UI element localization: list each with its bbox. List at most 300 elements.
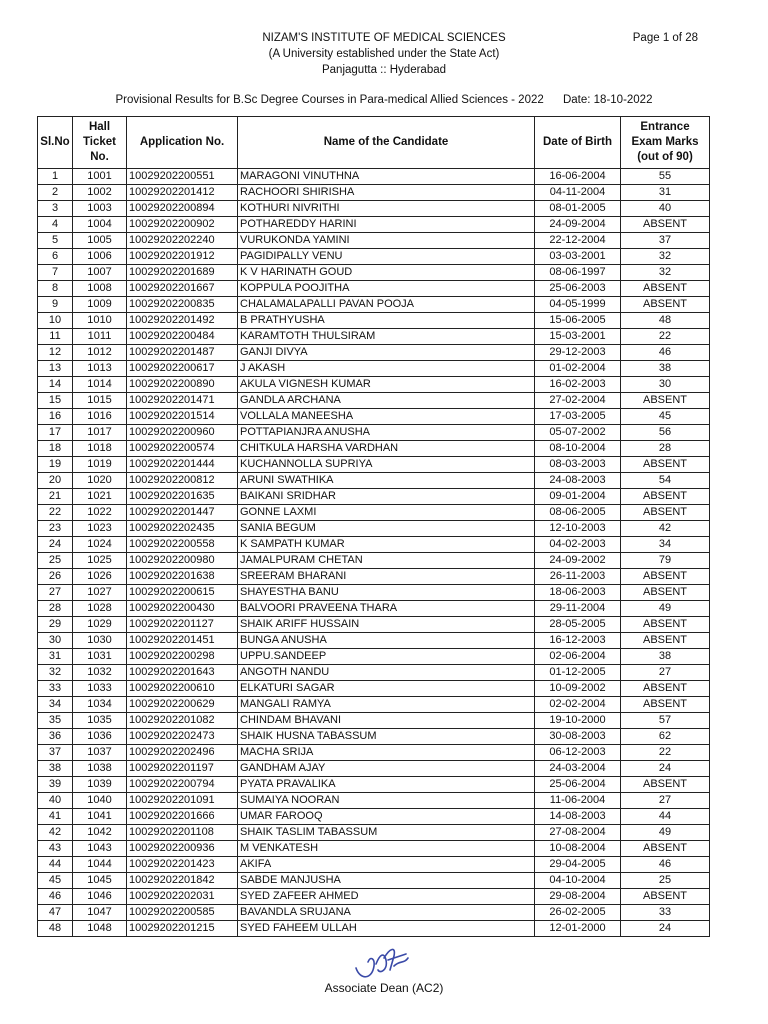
cell-marks: ABSENT [621, 841, 710, 857]
cell-dob: 08-06-2005 [535, 505, 621, 521]
cell-candidate-name: SYED FAHEEM ULLAH [238, 921, 535, 937]
table-row [38, 761, 710, 777]
cell-hall-ticket: 1041 [73, 809, 127, 825]
cell-hall-ticket: 1022 [73, 505, 127, 521]
cell-marks: 34 [621, 537, 710, 553]
cell-candidate-name: VURUKONDA YAMINI [238, 233, 535, 249]
col-header-hall-line1: Hall [88, 121, 111, 133]
cell-candidate-name: MACHA SRIJA [238, 745, 535, 761]
cell-hall-ticket: 1027 [73, 585, 127, 601]
cell-application-no: 10029202200551 [127, 169, 238, 185]
cell-hall-ticket: 1021 [73, 489, 127, 505]
cell-application-no: 10029202200430 [127, 601, 238, 617]
cell-hall-ticket: 1003 [73, 201, 127, 217]
cell-candidate-name: SHAIK ARIFF HUSSAIN [238, 617, 535, 633]
table-row [38, 713, 710, 729]
cell-candidate-name: K V HARINATH GOUD [238, 265, 535, 281]
cell-sl-no: 13 [38, 361, 73, 377]
cell-marks: ABSENT [621, 617, 710, 633]
table-row [38, 425, 710, 441]
cell-candidate-name: CHINDAM BHAVANI [238, 713, 535, 729]
cell-sl-no: 36 [38, 729, 73, 745]
cell-hall-ticket: 1013 [73, 361, 127, 377]
cell-sl-no: 21 [38, 489, 73, 505]
cell-dob: 05-07-2002 [535, 425, 621, 441]
cell-application-no: 10029202200610 [127, 681, 238, 697]
cell-candidate-name: AKIFA [238, 857, 535, 873]
table-row [38, 233, 710, 249]
cell-marks: 44 [621, 809, 710, 825]
results-date: Date: 18-10-2022 [562, 94, 653, 106]
cell-candidate-name: SHAIK TASLIM TABASSUM [238, 825, 535, 841]
cell-hall-ticket: 1011 [73, 329, 127, 345]
cell-application-no: 10029202201197 [127, 761, 238, 777]
cell-marks: ABSENT [621, 489, 710, 505]
cell-dob: 24-09-2004 [535, 217, 621, 233]
cell-hall-ticket: 1001 [73, 169, 127, 185]
table-header-row [38, 117, 710, 169]
cell-application-no: 10029202201667 [127, 281, 238, 297]
cell-dob: 06-12-2003 [535, 745, 621, 761]
cell-dob: 15-03-2001 [535, 329, 621, 345]
cell-marks: 25 [621, 873, 710, 889]
cell-candidate-name: SHAIK HUSNA TABASSUM [238, 729, 535, 745]
table-row [38, 809, 710, 825]
cell-sl-no: 39 [38, 777, 73, 793]
cell-application-no: 10029202200617 [127, 361, 238, 377]
cell-marks: 49 [621, 601, 710, 617]
cell-dob: 08-10-2004 [535, 441, 621, 457]
cell-sl-no: 11 [38, 329, 73, 345]
cell-application-no: 10029202201643 [127, 665, 238, 681]
cell-sl-no: 27 [38, 585, 73, 601]
cell-candidate-name: BAIKANI SRIDHAR [238, 489, 535, 505]
table-row [38, 745, 710, 761]
cell-dob: 09-01-2004 [535, 489, 621, 505]
cell-dob: 24-08-2003 [535, 473, 621, 489]
table-row [38, 617, 710, 633]
cell-dob: 27-08-2004 [535, 825, 621, 841]
cell-dob: 24-03-2004 [535, 761, 621, 777]
col-header-marks-line3: (out of 90) [637, 151, 693, 163]
cell-hall-ticket: 1038 [73, 761, 127, 777]
cell-marks: 24 [621, 921, 710, 937]
cell-application-no: 10029202201412 [127, 185, 238, 201]
cell-dob: 22-12-2004 [535, 233, 621, 249]
cell-sl-no: 23 [38, 521, 73, 537]
table-row [38, 697, 710, 713]
cell-application-no: 10029202201912 [127, 249, 238, 265]
cell-hall-ticket: 1030 [73, 633, 127, 649]
cell-dob: 17-03-2005 [535, 409, 621, 425]
cell-sl-no: 40 [38, 793, 73, 809]
cell-candidate-name: VOLLALA MANEESHA [238, 409, 535, 425]
table-row [38, 169, 710, 185]
col-header-marks-line1: Entrance [640, 121, 690, 133]
table-row [38, 457, 710, 473]
cell-dob: 29-08-2004 [535, 889, 621, 905]
cell-dob: 15-06-2005 [535, 313, 621, 329]
table-row [38, 601, 710, 617]
cell-marks: 46 [621, 857, 710, 873]
cell-hall-ticket: 1037 [73, 745, 127, 761]
cell-candidate-name: ANGOTH NANDU [238, 665, 535, 681]
cell-application-no: 10029202201127 [127, 617, 238, 633]
table-row [38, 217, 710, 233]
cell-marks: 62 [621, 729, 710, 745]
cell-hall-ticket: 1036 [73, 729, 127, 745]
cell-application-no: 10029202202031 [127, 889, 238, 905]
cell-marks: 22 [621, 329, 710, 345]
table-row [38, 281, 710, 297]
cell-dob: 02-02-2004 [535, 697, 621, 713]
table-row [38, 681, 710, 697]
cell-marks: ABSENT [621, 585, 710, 601]
cell-marks: 42 [621, 521, 710, 537]
cell-dob: 28-05-2005 [535, 617, 621, 633]
cell-hall-ticket: 1028 [73, 601, 127, 617]
cell-application-no: 10029202200484 [127, 329, 238, 345]
cell-marks: ABSENT [621, 217, 710, 233]
cell-marks: ABSENT [621, 889, 710, 905]
cell-marks: 32 [621, 265, 710, 281]
cell-dob: 29-04-2005 [535, 857, 621, 873]
cell-sl-no: 2 [38, 185, 73, 201]
cell-sl-no: 16 [38, 409, 73, 425]
cell-marks: 49 [621, 825, 710, 841]
table-row [38, 905, 710, 921]
cell-marks: 54 [621, 473, 710, 489]
cell-sl-no: 10 [38, 313, 73, 329]
cell-hall-ticket: 1042 [73, 825, 127, 841]
col-header-dob: Date of Birth [535, 117, 621, 169]
results-table [37, 116, 710, 937]
cell-application-no: 10029202201447 [127, 505, 238, 521]
cell-hall-ticket: 1032 [73, 665, 127, 681]
cell-dob: 14-08-2003 [535, 809, 621, 825]
cell-candidate-name: GANJI DIVYA [238, 345, 535, 361]
cell-candidate-name: SABDE MANJUSHA [238, 873, 535, 889]
cell-application-no: 10029202200835 [127, 297, 238, 313]
cell-dob: 29-12-2003 [535, 345, 621, 361]
cell-sl-no: 19 [38, 457, 73, 473]
table-row [38, 889, 710, 905]
cell-sl-no: 38 [38, 761, 73, 777]
cell-marks: 40 [621, 201, 710, 217]
cell-hall-ticket: 1031 [73, 649, 127, 665]
cell-application-no: 10029202202473 [127, 729, 238, 745]
cell-candidate-name: AKULA VIGNESH KUMAR [238, 377, 535, 393]
cell-hall-ticket: 1018 [73, 441, 127, 457]
table-row [38, 921, 710, 937]
cell-dob: 01-02-2004 [535, 361, 621, 377]
cell-sl-no: 46 [38, 889, 73, 905]
cell-application-no: 10029202200960 [127, 425, 238, 441]
cell-hall-ticket: 1019 [73, 457, 127, 473]
col-header-marks-line2: Exam Marks [631, 136, 699, 148]
cell-marks: ABSENT [621, 681, 710, 697]
cell-candidate-name: UPPU.SANDEEP [238, 649, 535, 665]
page-number: Page 1 of 28 [632, 32, 698, 44]
cell-marks: 37 [621, 233, 710, 249]
cell-marks: ABSENT [621, 281, 710, 297]
cell-sl-no: 12 [38, 345, 73, 361]
cell-dob: 10-09-2002 [535, 681, 621, 697]
cell-hall-ticket: 1045 [73, 873, 127, 889]
cell-dob: 02-06-2004 [535, 649, 621, 665]
cell-hall-ticket: 1014 [73, 377, 127, 393]
cell-hall-ticket: 1024 [73, 537, 127, 553]
cell-hall-ticket: 1008 [73, 281, 127, 297]
cell-candidate-name: KOTHURI NIVRITHI [238, 201, 535, 217]
cell-application-no: 10029202201108 [127, 825, 238, 841]
table-row [38, 361, 710, 377]
cell-application-no: 10029202200298 [127, 649, 238, 665]
cell-marks: 57 [621, 713, 710, 729]
table-row [38, 329, 710, 345]
cell-candidate-name: M VENKATESH [238, 841, 535, 857]
cell-sl-no: 44 [38, 857, 73, 873]
cell-marks: ABSENT [621, 777, 710, 793]
cell-candidate-name: B PRATHYUSHA [238, 313, 535, 329]
col-header-sl-no: Sl.No [38, 117, 73, 169]
cell-dob: 08-01-2005 [535, 201, 621, 217]
cell-application-no: 10029202200936 [127, 841, 238, 857]
cell-application-no: 10029202200629 [127, 697, 238, 713]
table-row [38, 873, 710, 889]
table-row [38, 393, 710, 409]
cell-dob: 04-10-2004 [535, 873, 621, 889]
cell-dob: 25-06-2003 [535, 281, 621, 297]
cell-sl-no: 45 [38, 873, 73, 889]
cell-dob: 16-06-2004 [535, 169, 621, 185]
cell-application-no: 10029202200794 [127, 777, 238, 793]
cell-candidate-name: SHAYESTHA BANU [238, 585, 535, 601]
cell-sl-no: 5 [38, 233, 73, 249]
signature-image [350, 940, 414, 982]
cell-candidate-name: BAVANDLA SRUJANA [238, 905, 535, 921]
cell-application-no: 10029202201444 [127, 457, 238, 473]
cell-sl-no: 35 [38, 713, 73, 729]
cell-hall-ticket: 1007 [73, 265, 127, 281]
cell-dob: 10-08-2004 [535, 841, 621, 857]
cell-hall-ticket: 1016 [73, 409, 127, 425]
table-row [38, 441, 710, 457]
table-row [38, 473, 710, 489]
cell-hall-ticket: 1005 [73, 233, 127, 249]
cell-sl-no: 6 [38, 249, 73, 265]
cell-dob: 08-03-2003 [535, 457, 621, 473]
cell-sl-no: 41 [38, 809, 73, 825]
cell-candidate-name: K SAMPATH KUMAR [238, 537, 535, 553]
institution-subtitle: (A University established under the State Act) [268, 48, 500, 60]
table-row [38, 249, 710, 265]
cell-dob: 04-11-2004 [535, 185, 621, 201]
cell-marks: 46 [621, 345, 710, 361]
cell-sl-no: 4 [38, 217, 73, 233]
col-header-application-no: Application No. [127, 117, 238, 169]
cell-sl-no: 18 [38, 441, 73, 457]
cell-marks: 33 [621, 905, 710, 921]
institution-location: Panjagutta :: Hyderabad [321, 64, 447, 76]
cell-hall-ticket: 1039 [73, 777, 127, 793]
cell-marks: 22 [621, 745, 710, 761]
table-row [38, 297, 710, 313]
table-row [38, 585, 710, 601]
cell-candidate-name: KOPPULA POOJITHA [238, 281, 535, 297]
col-header-marks [621, 117, 710, 169]
table-row [38, 537, 710, 553]
cell-candidate-name: BALVOORI PRAVEENA THARA [238, 601, 535, 617]
cell-application-no: 10029202201514 [127, 409, 238, 425]
cell-candidate-name: KARAMTOTH THULSIRAM [238, 329, 535, 345]
cell-hall-ticket: 1006 [73, 249, 127, 265]
cell-dob: 01-12-2005 [535, 665, 621, 681]
cell-dob: 27-02-2004 [535, 393, 621, 409]
cell-marks: 45 [621, 409, 710, 425]
cell-candidate-name: CHITKULA HARSHA VARDHAN [238, 441, 535, 457]
cell-dob: 16-02-2003 [535, 377, 621, 393]
cell-candidate-name: JAMALPURAM CHETAN [238, 553, 535, 569]
cell-candidate-name: BUNGA ANUSHA [238, 633, 535, 649]
cell-sl-no: 7 [38, 265, 73, 281]
table-row [38, 553, 710, 569]
signatory-title: Associate Dean (AC2) [324, 981, 444, 995]
table-row [38, 345, 710, 361]
cell-hall-ticket: 1043 [73, 841, 127, 857]
cell-marks: 31 [621, 185, 710, 201]
cell-marks: 32 [621, 249, 710, 265]
cell-candidate-name: GANDHAM AJAY [238, 761, 535, 777]
cell-candidate-name: PAGIDIPALLY VENU [238, 249, 535, 265]
cell-marks: ABSENT [621, 393, 710, 409]
cell-sl-no: 20 [38, 473, 73, 489]
results-title: Provisional Results for B.Sc Degree Courses in Para-medical Allied Sciences - 2022 [115, 94, 544, 106]
cell-application-no: 10029202200902 [127, 217, 238, 233]
cell-sl-no: 48 [38, 921, 73, 937]
cell-sl-no: 42 [38, 825, 73, 841]
cell-candidate-name: CHALAMALAPALLI PAVAN POOJA [238, 297, 535, 313]
cell-candidate-name: ARUNI SWATHIKA [238, 473, 535, 489]
cell-application-no: 10029202201451 [127, 633, 238, 649]
cell-sl-no: 33 [38, 681, 73, 697]
cell-hall-ticket: 1020 [73, 473, 127, 489]
cell-sl-no: 32 [38, 665, 73, 681]
cell-marks: ABSENT [621, 633, 710, 649]
cell-marks: ABSENT [621, 505, 710, 521]
cell-dob: 30-08-2003 [535, 729, 621, 745]
cell-candidate-name: ELKATURI SAGAR [238, 681, 535, 697]
cell-dob: 29-11-2004 [535, 601, 621, 617]
cell-sl-no: 15 [38, 393, 73, 409]
cell-application-no: 10029202201842 [127, 873, 238, 889]
cell-sl-no: 28 [38, 601, 73, 617]
cell-marks: 28 [621, 441, 710, 457]
table-row [38, 521, 710, 537]
cell-candidate-name: SYED ZAFEER AHMED [238, 889, 535, 905]
cell-dob: 24-09-2002 [535, 553, 621, 569]
cell-hall-ticket: 1034 [73, 697, 127, 713]
table-row [38, 313, 710, 329]
cell-application-no: 10029202201091 [127, 793, 238, 809]
cell-application-no: 10029202200574 [127, 441, 238, 457]
cell-dob: 26-02-2005 [535, 905, 621, 921]
cell-hall-ticket: 1047 [73, 905, 127, 921]
cell-candidate-name: SANIA BEGUM [238, 521, 535, 537]
cell-candidate-name: POTHAREDDY HARINI [238, 217, 535, 233]
cell-hall-ticket: 1029 [73, 617, 127, 633]
cell-application-no: 10029202200812 [127, 473, 238, 489]
cell-marks: 24 [621, 761, 710, 777]
table-row [38, 857, 710, 873]
cell-marks: ABSENT [621, 297, 710, 313]
cell-sl-no: 30 [38, 633, 73, 649]
cell-candidate-name: PYATA PRAVALIKA [238, 777, 535, 793]
cell-hall-ticket: 1012 [73, 345, 127, 361]
cell-sl-no: 31 [38, 649, 73, 665]
cell-dob: 18-06-2003 [535, 585, 621, 601]
table-row [38, 777, 710, 793]
cell-sl-no: 22 [38, 505, 73, 521]
cell-candidate-name: MARAGONI VINUTHNA [238, 169, 535, 185]
cell-application-no: 10029202200585 [127, 905, 238, 921]
cell-hall-ticket: 1046 [73, 889, 127, 905]
cell-dob: 26-11-2003 [535, 569, 621, 585]
institution-name: NIZAM'S INSTITUTE OF MEDICAL SCIENCES [262, 32, 506, 44]
table-row [38, 841, 710, 857]
cell-sl-no: 25 [38, 553, 73, 569]
cell-candidate-name: GANDLA ARCHANA [238, 393, 535, 409]
cell-sl-no: 43 [38, 841, 73, 857]
cell-marks: 30 [621, 377, 710, 393]
cell-application-no: 10029202201635 [127, 489, 238, 505]
cell-sl-no: 47 [38, 905, 73, 921]
cell-candidate-name: MANGALI RAMYA [238, 697, 535, 713]
cell-dob: 25-06-2004 [535, 777, 621, 793]
table-row [38, 185, 710, 201]
cell-dob: 08-06-1997 [535, 265, 621, 281]
cell-sl-no: 14 [38, 377, 73, 393]
cell-application-no: 10029202201666 [127, 809, 238, 825]
cell-dob: 12-01-2000 [535, 921, 621, 937]
table-row [38, 633, 710, 649]
cell-application-no: 10029202201215 [127, 921, 238, 937]
table-row [38, 201, 710, 217]
cell-hall-ticket: 1035 [73, 713, 127, 729]
cell-sl-no: 17 [38, 425, 73, 441]
cell-application-no: 10029202201471 [127, 393, 238, 409]
cell-dob: 04-05-1999 [535, 297, 621, 313]
cell-application-no: 10029202200980 [127, 553, 238, 569]
table-row [38, 825, 710, 841]
cell-sl-no: 29 [38, 617, 73, 633]
cell-application-no: 10029202201082 [127, 713, 238, 729]
cell-hall-ticket: 1010 [73, 313, 127, 329]
table-row [38, 665, 710, 681]
col-header-hall-ticket [73, 117, 127, 169]
cell-application-no: 10029202200615 [127, 585, 238, 601]
cell-marks: ABSENT [621, 697, 710, 713]
cell-marks: 55 [621, 169, 710, 185]
cell-candidate-name: SUMAIYA NOORAN [238, 793, 535, 809]
cell-hall-ticket: 1044 [73, 857, 127, 873]
table-row [38, 377, 710, 393]
cell-hall-ticket: 1025 [73, 553, 127, 569]
cell-dob: 16-12-2003 [535, 633, 621, 649]
cell-sl-no: 34 [38, 697, 73, 713]
cell-application-no: 10029202201689 [127, 265, 238, 281]
col-header-name: Name of the Candidate [238, 117, 535, 169]
